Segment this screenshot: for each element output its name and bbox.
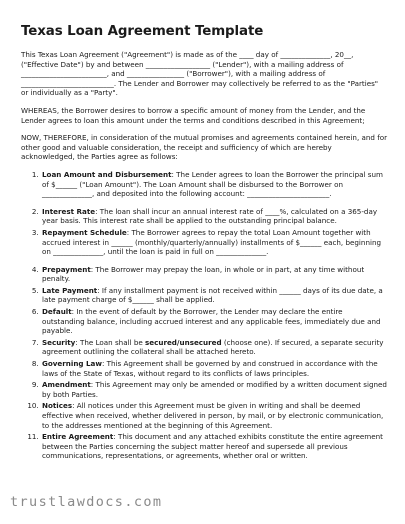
whereas-paragraph: WHEREAS, the Borrower desires to borrow a specific amount of money from the Lender, and the Lender agrees to loan this amount under the terms and conditions described in this Agreement; bbox=[21, 105, 366, 125]
clause-governing-law bbox=[41, 359, 387, 378]
clause-heading: Notices bbox=[42, 401, 73, 411]
clause-heading: Late Payment bbox=[42, 285, 98, 295]
now-therefore-paragraph: NOW, THEREFORE, in consideration of the mutual promises and agreements contained herein, and for other good and valuable consideration, the receipt and sufficiency of which are hereby acknowledged, the Parties agree as follows: bbox=[21, 133, 388, 162]
clause-security bbox=[41, 338, 387, 357]
clause-text: : If any installment payment is not received within ______ days of its due date, a late payment charge of $______ shall be applied. bbox=[42, 285, 383, 305]
clause-text-cont: (choose one). If secured, a separate security agreement outlining the collateral shall be attached hereto. bbox=[42, 337, 384, 357]
clause-text: : The Loan shall be bbox=[75, 337, 146, 347]
clause-heading: Repayment Schedule bbox=[42, 227, 127, 237]
clause-text: : The Borrower may prepay the loan, in whole or in part, at any time without penalty. bbox=[42, 264, 365, 284]
clause-prepayment bbox=[41, 265, 387, 284]
clause-text: : This Agreement shall be governed by and construed in accordance with the laws of the State of Texas, without regard to its conflicts of laws principles. bbox=[42, 359, 378, 378]
clause-notices bbox=[41, 401, 387, 430]
clause-heading: Entire Agreement bbox=[42, 432, 114, 442]
clause-heading: Security bbox=[42, 337, 76, 347]
watermark-footer: trustlawdocs.com bbox=[10, 494, 163, 510]
clause-entire-agreement bbox=[41, 432, 387, 461]
clause-text: : The Borrower agrees to repay the total Loan Amount together with accrued interest in ______ (monthly/quarterly/annually) installments of $______ each, beginning on ______________, until the loan is paid in full on ______________. bbox=[42, 227, 382, 257]
clause-loan-amount bbox=[41, 170, 387, 199]
clause-amendment bbox=[41, 380, 387, 399]
clause-text: : The loan shall incur an annual interest rate of ____%, calculated on a 365-day year basis. This interest rate shall be applied to the outstanding principal balance. bbox=[42, 206, 378, 226]
clause-text: : The Lender agrees to loan the Borrower the principal sum of $______ ("Loan Amount"). The Loan Amount shall be disbursed to the Borrower on ______________, and deposited into the following account: _______________________. bbox=[42, 169, 383, 199]
clause-list bbox=[21, 170, 387, 461]
clause-repayment-schedule bbox=[41, 228, 387, 257]
clause-late-payment bbox=[41, 286, 387, 305]
clause-heading: Default bbox=[42, 307, 72, 317]
clause-text: : In the event of default by the Borrower, the Lender may declare the entire outstanding balance, including accrued interest and any applicable fees, immediately due and payable. bbox=[42, 307, 381, 336]
clause-heading: Loan Amount and Disbursement bbox=[42, 169, 172, 179]
document-page bbox=[21, 24, 387, 463]
clause-text: : This Agreement may only be amended or modified by a written document signed by both Parties. bbox=[42, 380, 387, 399]
clause-text: : This document and any attached exhibits constitute the entire agreement between the Parties concerning the subject matter hereof and supersede all previous communications, representations, or agreements, whether oral or written. bbox=[42, 432, 383, 461]
clause-interest-rate bbox=[41, 207, 387, 226]
intro-paragraph: This Texas Loan Agreement ("Agreement") is made as of the ____ day of ______________, 20__, ("Effective Date") by and between __________________ ("Lender"), with a mailing address of ________________________, and ________________ ("Borrower"), with a mailing address of __________________________. The Lender and Borrower may collectively be referred to as the "Parties" or individually as a "Party". bbox=[21, 50, 379, 98]
document-title: Texas Loan Agreement Template bbox=[21, 24, 264, 39]
clause-heading: Amendment bbox=[42, 380, 91, 390]
clause-heading: Prepayment bbox=[42, 264, 91, 274]
clause-default bbox=[41, 307, 387, 336]
clause-heading: Governing Law bbox=[42, 359, 102, 369]
clause-heading: Interest Rate bbox=[42, 206, 96, 216]
clause-text: : All notices under this Agreement must be given in writing and shall be deemed effective when received, whether delivered in person, by mail, or by electronic communication, to the addresses mentioned at the beginning of this Agreement. bbox=[42, 401, 384, 430]
clause-choice: secured/unsecured bbox=[145, 337, 222, 347]
